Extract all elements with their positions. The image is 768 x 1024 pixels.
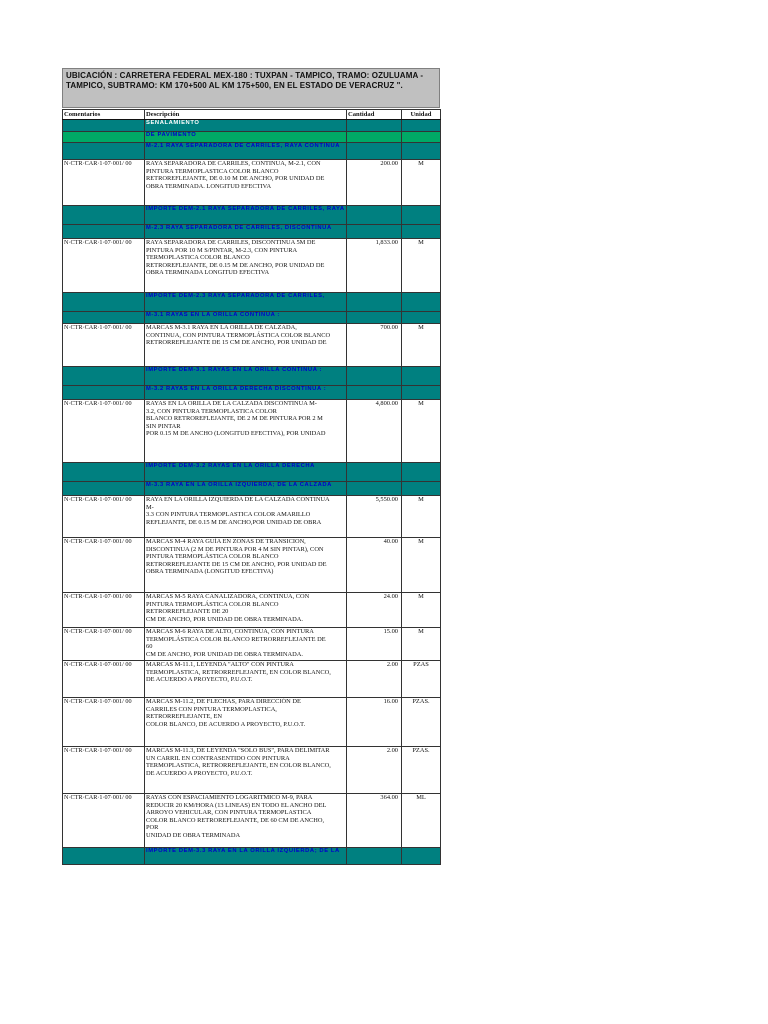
description-line: UNIDAD DE OBRA TERMINADA — [146, 831, 241, 839]
description-line: RETROREFLEJANTE, DE 0.10 M DE ANCHO, POR UNIDAD DE — [146, 175, 325, 183]
description-line: OBRA TERMINADA (LONGITUD EFECTIVA) — [146, 568, 274, 576]
description-line: 60 — [146, 643, 153, 651]
section-cell — [63, 132, 145, 143]
description-line: DE ACUERDO A PROYECTO, P.U.O.T. — [146, 676, 253, 684]
section-label: IMPORTE DEM-3.1 RAYAS EN LA ORILLA CONTINUA : — [145, 367, 347, 386]
section-label: M-3.3 RAYA EN LA ORILLA IZQUIERDA; DE LA CALZADA — [145, 482, 347, 496]
section-cell — [402, 848, 441, 865]
description-line: MARCAS M-11.3, DE LEYENDA "SOLO BUS", PARA DELIMITAR — [146, 747, 330, 754]
section-cell — [402, 463, 441, 482]
description-line: TERMOPLASTICA, RETRORREFLEJANTE, EN COLOR BLANCO, — [146, 668, 331, 676]
row-code: N·CTR·CAR·1·07·001/ 00 — [63, 747, 145, 794]
description-line: TERMOPLASTICA COLOR BLANCO — [146, 254, 250, 262]
section-cell — [63, 848, 145, 865]
table-row — [63, 400, 441, 463]
section-cell — [402, 386, 441, 400]
table-row — [63, 661, 441, 698]
column-header-descripcion: Descripción — [145, 110, 347, 120]
description-line: MARCAS M-4 RAYA GUÍA EN ZONAS DE TRANSICION, — [146, 538, 306, 545]
description-line: RETROREFLEJANTE, DE 0.15 M DE ANCHO, POR UNIDAD DE — [146, 261, 325, 269]
row-unit: PZAS — [402, 661, 441, 698]
section-row — [63, 143, 441, 160]
row-description — [145, 698, 347, 747]
row-code: N·CTR·CAR·1·07·001/ 00 — [63, 794, 145, 848]
description-line: OBRA TERMINADA LONGITUD EFECTIVA — [146, 269, 270, 277]
row-unit: M — [402, 538, 441, 593]
column-header-unidad: Unidad — [402, 110, 441, 120]
description-line: TERMOPLÁSTICA COLOR BLANCO RETRORREFLEJANTE DE — [146, 635, 326, 643]
row-unit: ML — [402, 794, 441, 848]
row-unit: M — [402, 593, 441, 628]
section-label: IMPORTE DEM-3.2 RAYAS EN LA ORILLA DERECHA — [145, 463, 347, 482]
section-cell — [402, 132, 441, 143]
row-description — [145, 496, 347, 538]
row-quantity: 2.00 — [347, 747, 402, 794]
row-code: N·CTR·CAR·1·07·001/ 00 — [63, 698, 145, 747]
section-cell — [402, 312, 441, 324]
section-label: M-3.2 RAYAS EN LA ORILLA DERECHA DISCONTINUA : — [145, 386, 347, 400]
section-cell — [63, 386, 145, 400]
description-line: 3.2, CON PINTURA TERMOPLASTICA COLOR — [146, 407, 277, 415]
row-unit: PZAS. — [402, 698, 441, 747]
description-line: CARRILES CON PINTURA TERMOPLASTICA, — [146, 705, 277, 713]
table-row — [63, 628, 441, 661]
table-row — [63, 496, 441, 538]
section-row — [63, 293, 441, 312]
description-line: MARCAS M-3.1 RAYA EN LA ORILLA DE CALZADA, — [146, 324, 297, 331]
row-code: N·CTR·CAR·1·07·001/ 00 — [63, 160, 145, 206]
description-line: RETRORREFLEJANTE DE 20 — [146, 608, 229, 616]
section-label: DE PAVIMENTO — [145, 132, 347, 143]
section-cell — [347, 848, 402, 865]
section-label: IMPORTE DEM-2.1 RAYA SEPARADORA DE CARRILES, RAYA — [145, 206, 347, 225]
section-cell — [402, 367, 441, 386]
section-cell — [63, 463, 145, 482]
description-line: RETRORREFLEJANTE, EN — [146, 713, 222, 721]
description-line: RETRORREFLEJANTE DE 15 CM DE ANCHO, POR UNIDAD DE — [146, 560, 327, 568]
row-code: N·CTR·CAR·1·07·001/ 00 — [63, 496, 145, 538]
row-quantity: 15.00 — [347, 628, 402, 661]
row-unit: M — [402, 400, 441, 463]
row-quantity: 200.00 — [347, 160, 402, 206]
description-line: REDUCIR 20 KM/HORA (13 LINEAS) EN TODO EL ANCHO DEL — [146, 801, 327, 809]
description-line: RETRORREFLEJANTE DE 15 CM DE ANCHO, POR UNIDAD DE — [146, 339, 327, 347]
row-quantity: 700.00 — [347, 324, 402, 367]
description-line: MARCAS M-11.1, LEYENDA "ALTO" CON PINTURA — [146, 661, 294, 668]
description-line: DE ACUERDO A PROYECTO, P.U.O.T. — [146, 769, 253, 777]
row-description — [145, 593, 347, 628]
row-code: N·CTR·CAR·1·07·001/ 00 — [63, 400, 145, 463]
row-description — [145, 661, 347, 698]
description-line: CONTINUA, CON PINTURA TERMOPLÁSTICA COLOR BLANCO — [146, 331, 331, 339]
section-cell — [402, 482, 441, 496]
row-unit: M — [402, 628, 441, 661]
row-quantity: 16.00 — [347, 698, 402, 747]
description-line: BLANCO RETROREFLEJANTE, DE 2 M DE PINTURA POR 2 M — [146, 415, 323, 423]
description-line: TERMOPLASTICA, RETRORREFLEJANTE, EN COLOR BLANCO, — [146, 762, 331, 770]
description-line: SIN PINTAR — [146, 422, 181, 430]
row-description — [145, 160, 347, 206]
description-line: PINTURA TERMOPLÁSTICA COLOR BLANCO — [146, 600, 279, 608]
description-line: POR — [146, 824, 159, 832]
description-line: COLOR BLANCO RETROREFLEJANTE, DE 60 CM DE ANCHO, — [146, 816, 325, 824]
description-line: REFLEJANTE, DE 0.15 M DE ANCHO,POR UNIDAD DE OBRA — [146, 518, 322, 526]
section-row — [63, 312, 441, 324]
row-description — [145, 324, 347, 367]
section-cell — [347, 132, 402, 143]
description-line: UN CARRIL EN CONTRASENTIDO CON PINTURA — [146, 754, 290, 762]
description-line: DISCONTINUA (2 M DE PINTURA POR 4 M SIN PINTAR), CON — [146, 545, 324, 553]
section-cell — [63, 120, 145, 132]
section-cell — [347, 206, 402, 225]
section-label: IMPORTE DEM-2.3 RAYA SEPARADORA DE CARRILES, — [145, 293, 347, 312]
section-cell — [63, 206, 145, 225]
section-label: M-2.3 RAYA SEPARADORA DE CARRILES, DISCONTINUA — [145, 225, 347, 239]
row-quantity: 2.00 — [347, 661, 402, 698]
catalog-table — [62, 109, 441, 865]
section-cell — [402, 120, 441, 132]
section-row — [63, 367, 441, 386]
description-line: RAYAS EN LA ORILLA DE LA CALZADA DISCONTINUA M- — [146, 400, 317, 407]
row-code: N·CTR·CAR·1·07·001/ 00 — [63, 661, 145, 698]
row-code: N·CTR·CAR·1·07·001/ 00 — [63, 593, 145, 628]
row-quantity: 4,800.00 — [347, 400, 402, 463]
row-description — [145, 400, 347, 463]
description-line: ARROYO VEHICULAR, CON PINTURA TERMOPLASTICA — [146, 809, 312, 817]
column-header-row — [63, 110, 441, 120]
row-description — [145, 239, 347, 293]
description-line: RAYA EN LA ORILLA IZQUIERDA DE LA CALZADA CONTINUA — [146, 496, 330, 503]
section-cell — [402, 206, 441, 225]
section-cell — [63, 225, 145, 239]
column-header-comentarios: Comentarios — [63, 110, 145, 120]
row-unit: M — [402, 160, 441, 206]
description-line: RAYA SEPARADORA DE CARRILES, DISCONTINUA 5M DE — [146, 239, 316, 246]
description-line: M- — [146, 503, 154, 511]
row-quantity: 364.00 — [347, 794, 402, 848]
section-row — [63, 132, 441, 143]
section-cell — [63, 143, 145, 160]
section-cell — [347, 293, 402, 312]
table-row — [63, 593, 441, 628]
row-quantity: 5,550.00 — [347, 496, 402, 538]
section-row — [63, 463, 441, 482]
description-line: MARCAS M-6 RAYA DE ALTO, CONTINUA, CON PINTURA — [146, 628, 314, 635]
section-row — [63, 386, 441, 400]
section-cell — [63, 367, 145, 386]
description-line: PINTURA POR 10 M S/PINTAR, M-2.3, CON PINTURA — [146, 246, 298, 254]
row-quantity: 24.00 — [347, 593, 402, 628]
spreadsheet — [62, 68, 440, 865]
table-row — [63, 794, 441, 848]
row-quantity: 40.00 — [347, 538, 402, 593]
section-cell — [347, 386, 402, 400]
description-line: OBRA TERMINADA. LONGITUD EFECTIVA — [146, 182, 272, 190]
row-code: N·CTR·CAR·1·07·001/ 00 — [63, 628, 145, 661]
description-line: PINTURA TERMOPLÁSTICA COLOR BLANCO — [146, 553, 279, 561]
section-cell — [402, 225, 441, 239]
description-line: 3.3 CON PINTURA TERMOPLASTICA COLOR AMARILLO — [146, 511, 311, 519]
section-cell — [347, 312, 402, 324]
section-cell — [402, 143, 441, 160]
column-header-cantidad: Cantidad — [347, 110, 402, 120]
section-cell — [63, 482, 145, 496]
row-unit: M — [402, 239, 441, 293]
row-unit: PZAS. — [402, 747, 441, 794]
section-label: SEÑALAMIENTO — [145, 120, 347, 132]
description-line: COLOR BLANCO, DE ACUERDO A PROYECTO, P.U.O.T. — [146, 720, 306, 728]
section-cell — [347, 143, 402, 160]
section-row — [63, 848, 441, 865]
table-row — [63, 239, 441, 293]
location-line-1: UBICACIÓN : CARRETERA FEDERAL MEX-180 : TUXPAN - TAMPICO, TRAMO: OZULUAMA - — [66, 71, 424, 80]
section-cell — [347, 482, 402, 496]
table-row — [63, 324, 441, 367]
row-unit: M — [402, 496, 441, 538]
description-line: POR 0.15 M DE ANCHO (LONGITUD EFECTIVA), POR UNIDAD — [146, 430, 326, 438]
description-line: PINTURA TERMOPLASTICA COLOR BLANCO — [146, 167, 279, 175]
location-header — [62, 68, 440, 108]
section-cell — [347, 367, 402, 386]
section-cell — [63, 293, 145, 312]
table-row — [63, 160, 441, 206]
section-row — [63, 225, 441, 239]
row-description — [145, 628, 347, 661]
row-unit: M — [402, 324, 441, 367]
description-line: RAYAS CON ESPACIAMIENTO LOGARITMICO M-9, PARA — [146, 794, 313, 801]
section-label: M-3.1 RAYAS EN LA ORILLA CONTINUA : — [145, 312, 347, 324]
row-description — [145, 538, 347, 593]
section-label: IMPORTE DEM-3.3 RAYA EN LA ORILLA IZQUIERDA; DE LA — [145, 848, 347, 865]
table-row — [63, 538, 441, 593]
row-quantity: 1,833.00 — [347, 239, 402, 293]
description-line: CM DE ANCHO, POR UNIDAD DE OBRA TERMINADA. — [146, 615, 303, 623]
section-row — [63, 206, 441, 225]
description-line: MARCAS M-5 RAYA CANALIZADORA, CONTINUA, CON — [146, 593, 310, 600]
row-description — [145, 794, 347, 848]
section-cell — [347, 120, 402, 132]
section-cell — [347, 225, 402, 239]
description-line: RAYA SEPARADORA DE CARRILES, CONTINUA, M-2.1, CON — [146, 160, 321, 167]
description-line: CM DE ANCHO, POR UNIDAD DE OBRA TERMINADA. — [146, 650, 303, 658]
table-row — [63, 747, 441, 794]
row-code: N·CTR·CAR·1·07·001/ 00 — [63, 538, 145, 593]
section-label: M-2.1 RAYA SEPARADORA DE CARRILES, RAYA CONTINUA — [145, 143, 347, 160]
section-cell — [63, 312, 145, 324]
row-code: N·CTR·CAR·1·07·001/ 00 — [63, 324, 145, 367]
section-row — [63, 482, 441, 496]
description-line: MARCAS M-11.2, DE FLECHAS, PARA DIRECCIÓN DE — [146, 698, 301, 705]
section-cell — [402, 293, 441, 312]
table-row — [63, 698, 441, 747]
location-line-2: TAMPICO, SUBTRAMO: KM 170+500 AL KM 175+500, EN EL ESTADO DE VERACRUZ ". — [66, 81, 403, 90]
section-row — [63, 120, 441, 132]
row-description — [145, 747, 347, 794]
row-code: N·CTR·CAR·1·07·001/ 00 — [63, 239, 145, 293]
section-cell — [347, 463, 402, 482]
